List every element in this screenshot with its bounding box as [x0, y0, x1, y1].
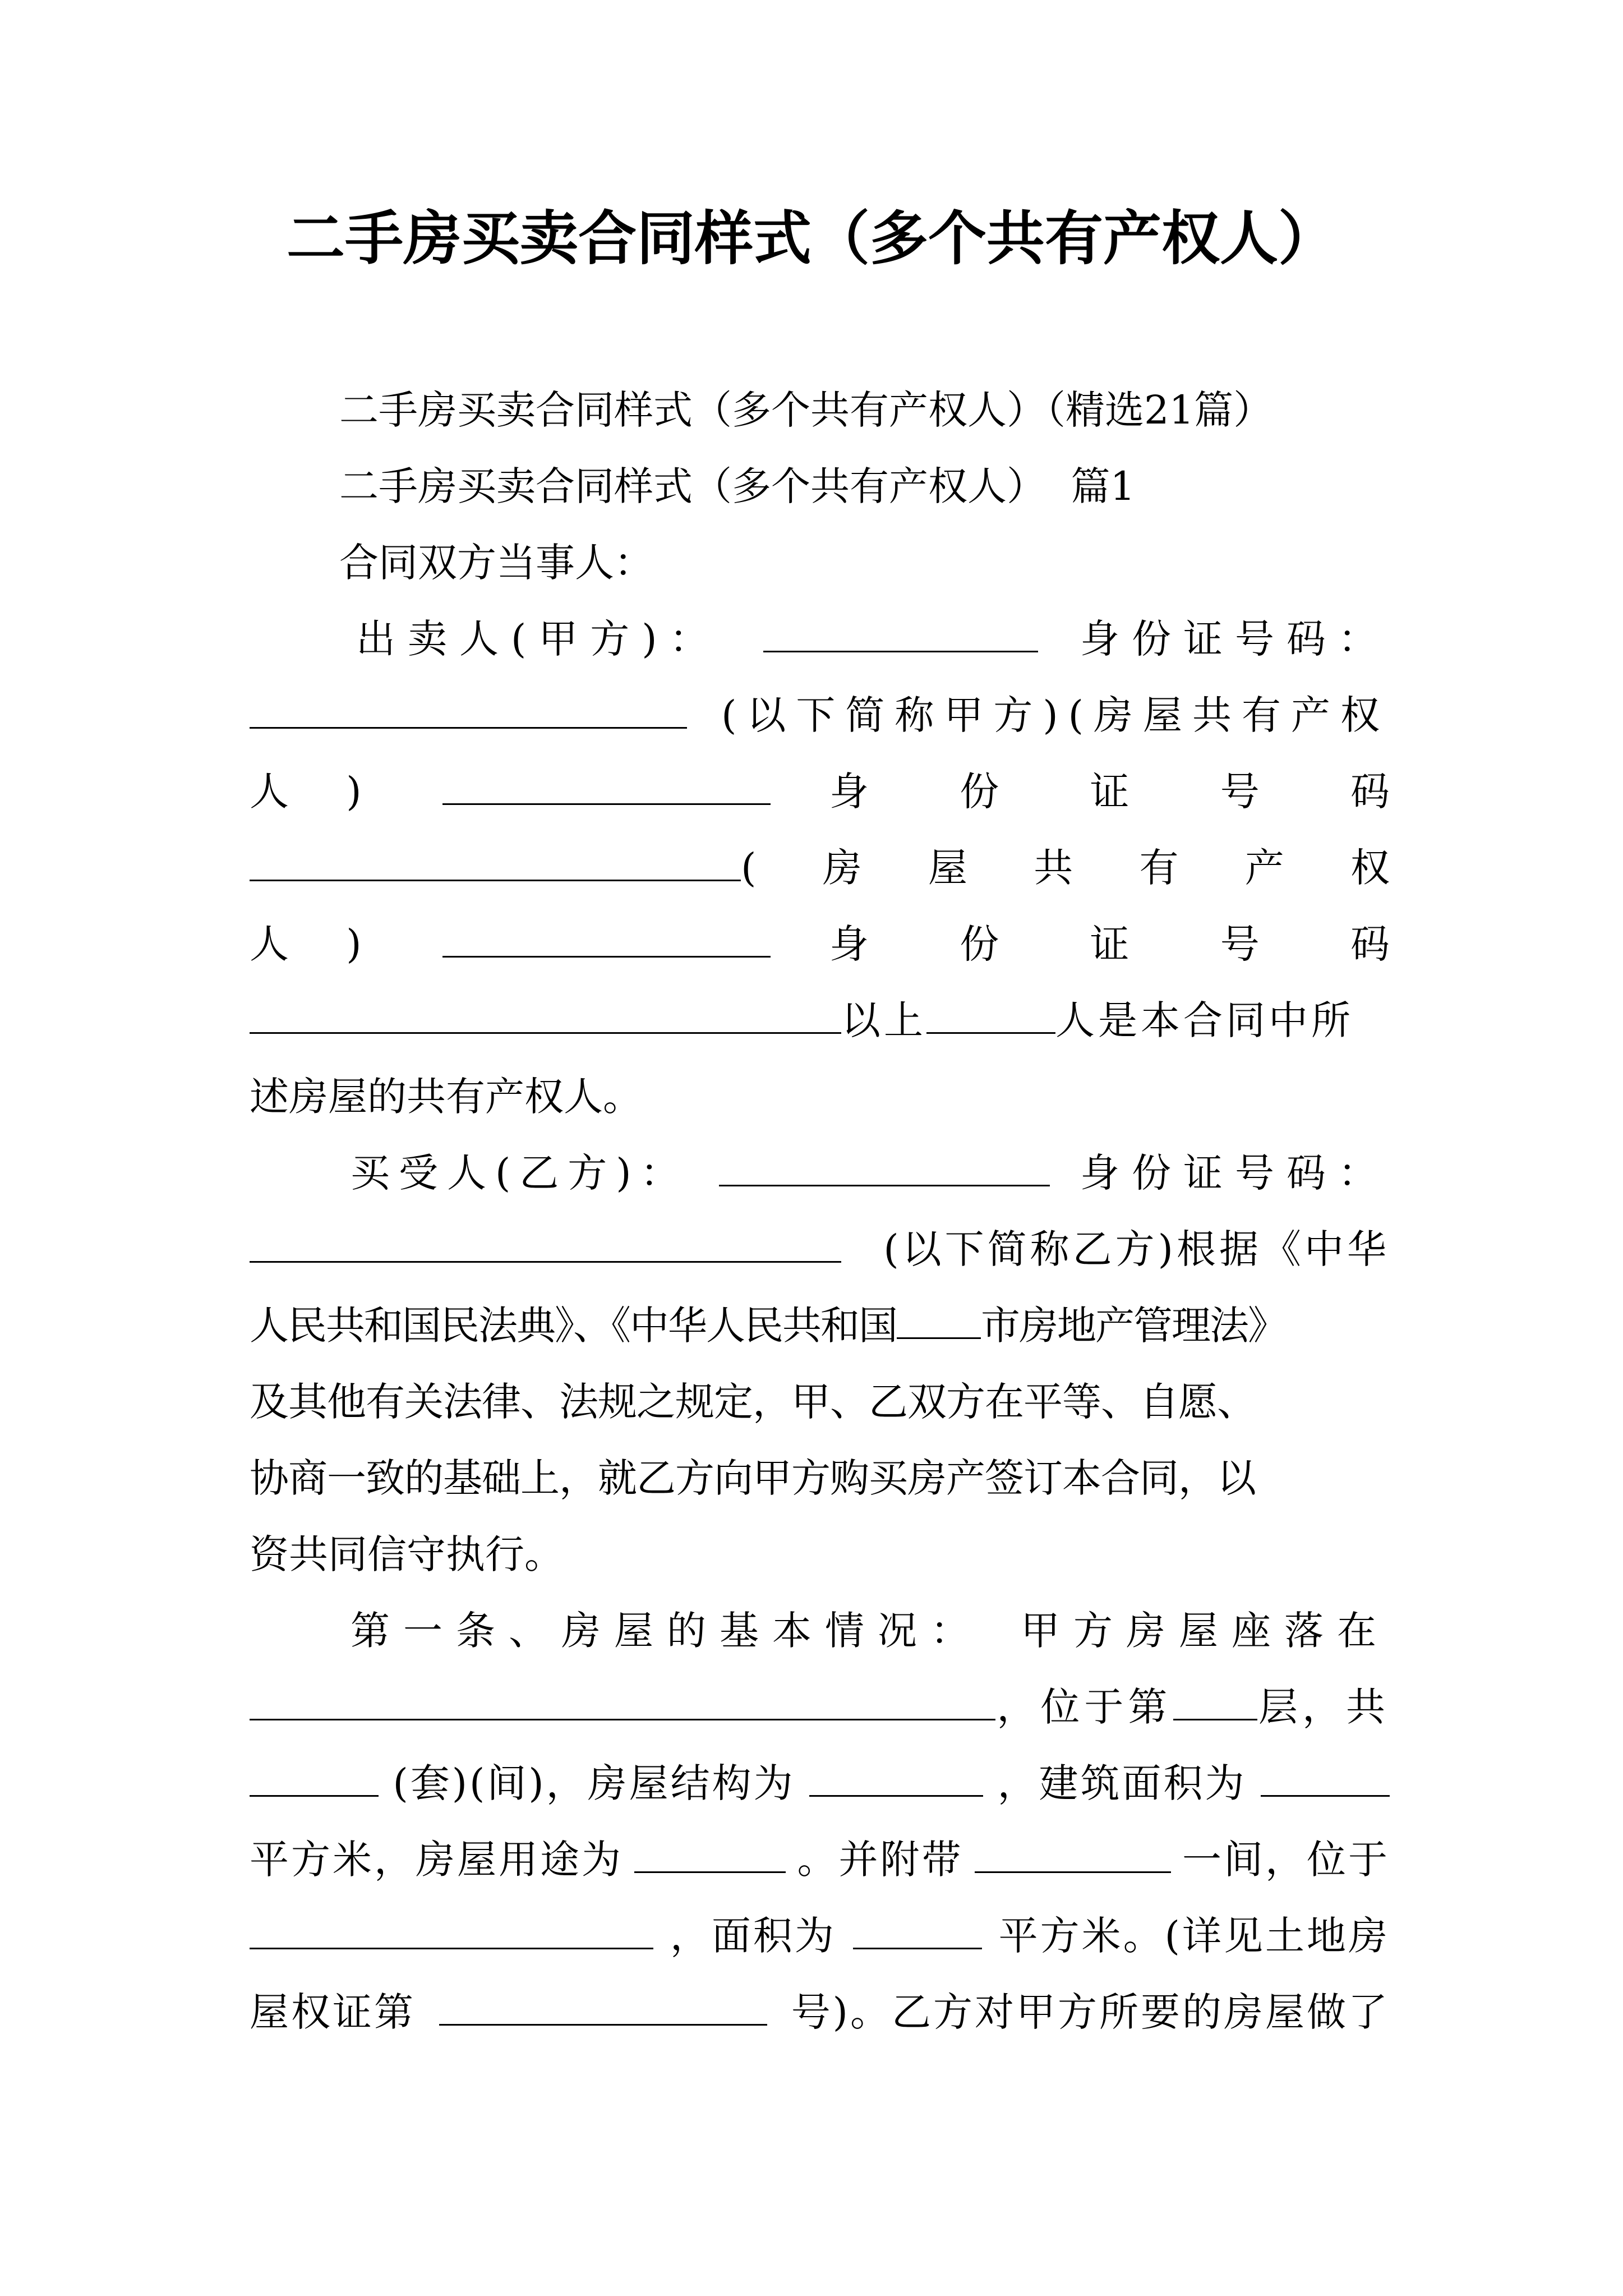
annex-label-b: 平方米。(详见土地房 — [998, 1913, 1390, 1959]
usage-label-c: 一间，位于 — [1182, 1837, 1390, 1883]
buyer-id-blank — [250, 1222, 841, 1263]
co-owner-id-blank-1 — [250, 840, 741, 881]
cert-label-b: 号)。乙方对甲方所要的房屋做了 — [791, 1989, 1390, 2035]
buyer-short-note: (以下简称乙方)根据《中华 — [883, 1226, 1390, 1272]
subtitle-line — [250, 372, 1390, 448]
floor-label-b: 层，共 — [1258, 1684, 1390, 1730]
usage-label-a: 平方米，房屋用途为 — [250, 1837, 623, 1883]
intro-text-3: 协商一致的基础上，就乙方向甲方购买房产签订本合同，以 — [250, 1455, 1256, 1501]
co-owner-line-2 — [250, 906, 1429, 982]
co-owner-id-label-1: 身 份 证 号 码 — [829, 769, 1429, 815]
co-owner-prefix-1: 人 ) — [250, 769, 384, 815]
intro-line-3 — [250, 1440, 1390, 1516]
buyer-label: 买受人(乙方)： — [351, 1150, 689, 1196]
article1-floor-line — [250, 1669, 1390, 1745]
annex-label-a: ，面积为 — [670, 1913, 836, 1959]
co-owner-id-label-2: 身 份 证 号 码 — [829, 921, 1429, 967]
article1-unit-line — [250, 1745, 1390, 1821]
buyer-name-blank — [719, 1145, 1050, 1186]
unit-label: (套)(间)，房屋结构为 — [393, 1760, 795, 1806]
parties-heading-line — [250, 524, 1390, 601]
seller-label: 出卖人(甲方)： — [356, 616, 721, 662]
cert-number-blank — [439, 1985, 767, 2026]
area-label: ，建筑面积为 — [997, 1760, 1247, 1806]
buyer-line — [250, 1135, 1390, 1211]
seller-id-blank — [250, 688, 687, 729]
co-owner-id-blank-2 — [250, 993, 841, 1034]
seller-line — [250, 601, 1390, 677]
annex-type-blank — [975, 1832, 1171, 1873]
co-owner-name-blank-2 — [442, 917, 771, 958]
floor-blank — [1173, 1680, 1257, 1720]
intro-line-4 — [250, 1516, 1390, 1593]
co-owner-tail: 述房屋的共有产权人。 — [250, 1074, 642, 1120]
structure-blank — [809, 1756, 983, 1797]
buyer-id-label: 身份证号码： — [1080, 1150, 1390, 1196]
article1-located: 甲方房屋座落在 — [1021, 1608, 1390, 1654]
article1-usage-line — [250, 1821, 1390, 1898]
document-title: 二手房买卖合同样式（多个共有产权人） — [286, 204, 1336, 273]
document-body — [250, 372, 1429, 2050]
seller-short-note: (以下简称甲方)(房屋共有产权 — [721, 692, 1390, 738]
owner-count-blank — [926, 993, 1055, 1034]
intro-line-1 — [250, 1287, 1390, 1364]
usage-label-b: 。并附带 — [797, 1837, 963, 1883]
co-owner-label-2: ( 房 屋 共 有 产 权 — [741, 845, 1417, 891]
article1-annex-line — [250, 1898, 1390, 1974]
intro-text-2: 及其他有关法律、法规之规定，甲、乙双方在平等、自愿、 — [250, 1379, 1256, 1425]
city-blank — [897, 1298, 981, 1339]
section-heading: 二手房买卖合同样式（多个共有产权人） 篇1 — [339, 463, 1136, 509]
article1-heading-line — [250, 1593, 1390, 1669]
seller-name-blank — [763, 611, 1038, 652]
intro-text-4: 资共同信守执行。 — [250, 1531, 564, 1577]
buyer-id-line — [250, 1211, 1390, 1287]
annex-location-blank — [250, 1908, 653, 1949]
co-owner-id-line-2 — [250, 982, 1390, 1059]
article1-cert-line — [250, 1974, 1390, 2050]
co-owner-prefix-2: 人 ) — [250, 921, 384, 967]
parties-heading: 合同双方当事人： — [339, 540, 653, 586]
annex-area-blank — [853, 1908, 982, 1949]
cert-label-a: 屋权证第 — [250, 1989, 416, 2035]
owner-count-suffix: 人是本合同中所 — [1055, 997, 1354, 1043]
location-blank — [250, 1680, 995, 1720]
article1-heading: 第一条、房屋的基本情况： — [351, 1608, 983, 1654]
seller-id-label: 身份证号码： — [1080, 616, 1390, 662]
subtitle: 二手房买卖合同样式（多个共有产权人）（精选21篇） — [339, 387, 1273, 433]
seller-id-line — [250, 677, 1390, 753]
co-owner-tail-line — [250, 1059, 1390, 1135]
area-blank — [1261, 1756, 1390, 1797]
section-line — [250, 448, 1390, 524]
co-owner-name-blank-1 — [442, 764, 771, 805]
intro-line-2 — [250, 1364, 1390, 1440]
floor-label-a: ，位于第 — [997, 1684, 1172, 1730]
co-owner-line-1 — [250, 753, 1429, 830]
intro-line-1b: 市房地产管理法》 — [981, 1303, 1286, 1349]
unit-count-blank — [250, 1756, 379, 1797]
usage-blank — [634, 1832, 786, 1873]
owner-count-prefix: 以上 — [841, 997, 926, 1043]
intro-line-1a: 人民共和国民法典》、《中华人民共和国 — [250, 1303, 897, 1349]
co-owner-id-line-1 — [250, 830, 1417, 906]
